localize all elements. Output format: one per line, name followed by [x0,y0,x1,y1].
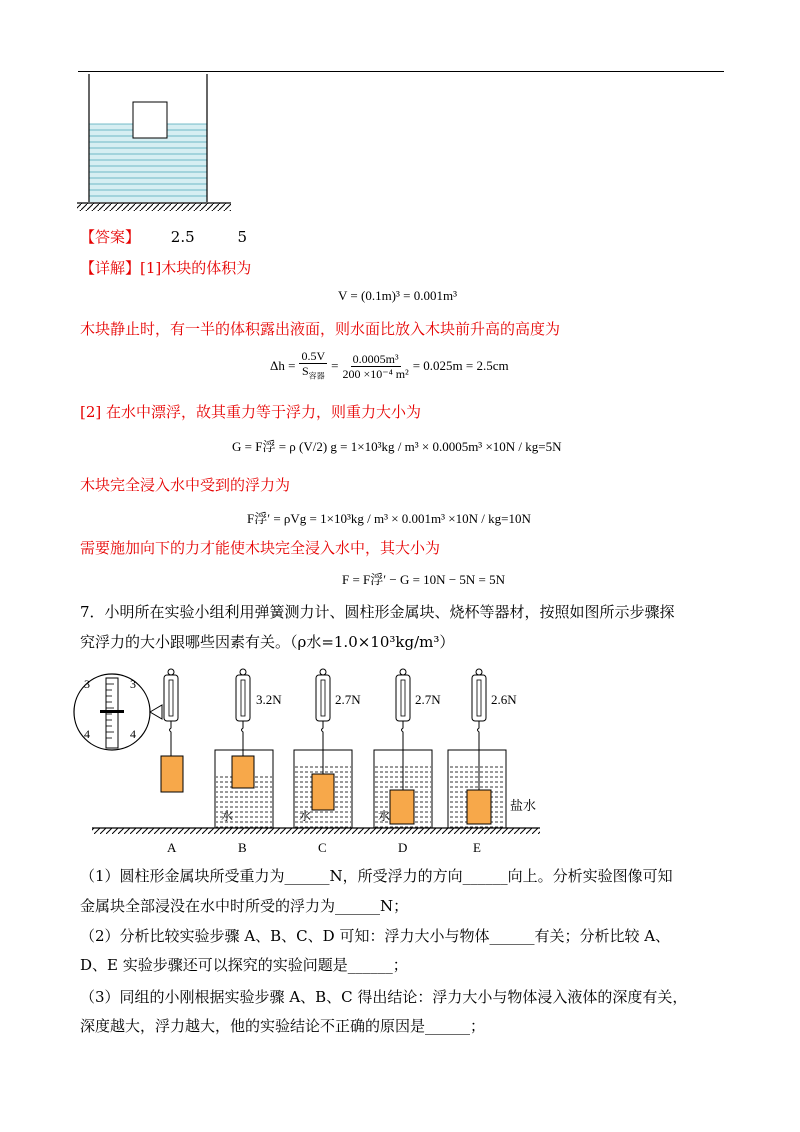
detail-line-3: [2] 在水中漂浮，故其重力等于浮力，则重力大小为 [80,403,422,421]
eq2-frac1-num: 0.5V [301,349,326,363]
answer-value-2: 5 [237,228,247,246]
q7-part1-b: 金属块全部浸没在水中时所受的浮力为______N； [80,897,409,915]
q7-line-1: 7．小明所在实验小组利用弹簧测力计、圆柱形金属块、烧杯等器材，按照如图所示步骤探 [80,603,675,621]
liquid-c: 水 [299,809,312,823]
q7-part1-a: （1）圆柱形金属块所受重力为______N，所受浮力的方向______向上。分析实验图像可知 [80,867,673,885]
q7-part3-a: （3）同组的小刚根据实验步骤 A、B、C 得出结论：浮力大小与物体浸入液体的深度有关， [80,988,688,1006]
eq2-lhs: Δh = [270,358,296,374]
answer-label: 【答案】 [80,228,141,246]
equation-buoyancy: F浮′ = ρVg = 1×10³kg / m³ × 0.001m³ ×10N / kg=10N [247,511,531,526]
scale-mark-4: 4 [130,727,136,741]
spring-scale-a [161,669,183,792]
liquid-d: 水 [378,809,391,823]
label-d: D [398,840,408,855]
q7-line-2: 究浮力的大小跟哪些因素有关。（ρ水=1.0×10³kg/m³） [80,633,455,651]
scale-mark-1: 3 [84,677,90,691]
equation-force: F = F浮′ − G = 10N − 5N = 5N [342,572,506,587]
label-a: A [167,840,177,855]
eq2-frac1-den: S [301,364,309,378]
detail-line-5: 需要施加向下的力才能使木块完全浸入水中，其大小为 [80,539,441,557]
equation-volume: V = (0.1m)³ = 0.001m³ [338,288,457,303]
detail-line-2: 木块静止时，有一半的体积露出液面，则水面比放入木块前升高的高度为 [80,320,561,338]
scale-mark-3: 4 [84,727,90,741]
q7-part2-a: （2）分析比较实验步骤 A、B、C、D 可知：浮力大小与物体______有关；分析比较 A、 [80,927,671,945]
experiment-diagram [70,660,560,860]
label-b: B [238,840,247,855]
eq2-frac2-den: 200 ×10⁻⁴ m² [342,366,409,381]
liquid-e: 盐水 [510,798,537,813]
label-e: E [473,840,481,855]
equation-gravity: G = F浮 = ρ (V/2) g = 1×10³kg / m³ × 0.0005m³ ×10N / kg=5N [232,439,562,454]
eq2-frac2-num: 0.0005m³ [352,351,399,366]
eq2-rhs: = 0.025m = 2.5cm [412,358,509,374]
detail-label: 【详解】 [80,259,141,277]
equation-height: Δh = 0.5V $S_{容器}$ = $\frac{\text{0.0005m³}}{\text{200 ×10⁻⁴ m²}}$ = 0.025m = 2.5cm [270,349,509,381]
reading-c: 2.7N [335,692,361,707]
liquid-b: 水 [221,809,234,823]
reading-d: 2.7N [415,692,441,707]
label-c: C [318,840,327,855]
answer-value-1: 2.5 [170,228,195,246]
reading-e: 2.6N [491,692,517,707]
detail-line-4: 木块完全浸入水中受到的浮力为 [80,476,291,494]
scale-mark-2: 3 [130,677,136,691]
container-diagram [75,72,235,217]
q7-part2-b: D、E 实验步骤还可以探究的实验问题是______； [80,956,408,974]
eq2-frac1-den-sub: 容器 [308,371,325,381]
q7-part3-b: 深度越大，浮力越大，他的实验结论不正确的原因是______； [80,1017,486,1035]
detail-line-1: [1]木块的体积为 [140,259,252,277]
reading-b: 3.2N [256,692,282,707]
